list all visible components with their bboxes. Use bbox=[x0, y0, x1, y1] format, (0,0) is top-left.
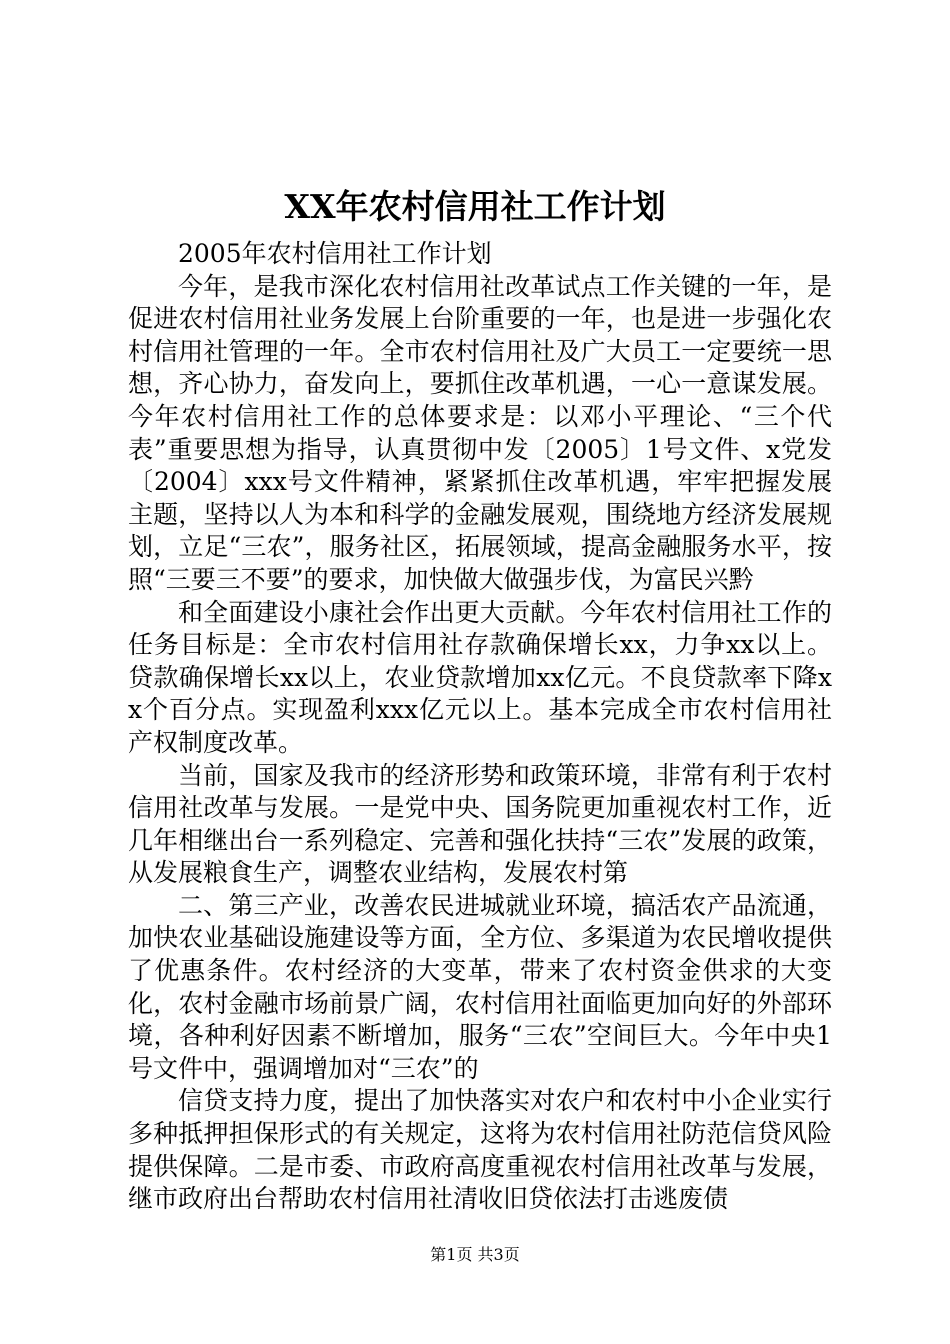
paragraph: 今年，是我市深化农村信用社改革试点工作关键的一年，是促进农村信用社业务发展上台阶重要的一年，也是进一步强化农村信用社管理的一年。全市农村信用社及广大员工一定要统一思想，齐心协力，奋发向上，要抓住改革机遇，一心一意谋发展。今年农村信用社工作的总体要求是：以邓小平理论、“三个代表”重要思想为指导，认真贯彻中发〔2005〕1号文件、x党发〔2004〕xxx号文件精神，紧紧抓住改革机遇，牢牢把握发展主题，坚持以人为本和科学的金融发展观，围绕地方经济发展规划，立足“三农”，服务社区，拓展领域，提高金融服务水平，按照“三要三不要”的要求，加快做大做强步伐，为富民兴黔 bbox=[128, 271, 832, 594]
page-number-footer: 第1页 共3页 bbox=[430, 1245, 520, 1264]
paragraph: 信贷支持力度，提出了加快落实对农户和农村中小企业实行多种抵押担保形式的有关规定，这将为农村信用社防范信贷风险提供保障。二是市委、市政府高度重视农村信用社改革与发展，继市政府出台帮助农村信用社清收旧贷依法打击逃废债 bbox=[128, 1086, 832, 1214]
paragraph: 当前，国家及我市的经济形势和政策环境，非常有利于农村信用社改革与发展。一是党中央、国务院更加重视农村工作，近几年相继出台一系列稳定、完善和强化扶持“三农”发展的政策，从发展粮食生产，调整农业结构，发展农村第 bbox=[128, 760, 832, 888]
document-title: XX年农村信用社工作计划 bbox=[284, 187, 666, 226]
paragraph: 二、第三产业，改善农民进城就业环境，搞活农产品流通，加快农业基础设施建设等方面，全方位、多渠道为农民增收提供了优惠条件。农村经济的大变革，带来了农村资金供求的大变化，农村金融市场前景广阔，农村信用社面临更加向好的外部环境，各种利好因素不断增加，服务“三农”空间巨大。今年中央1号文件中，强调增加对“三农”的 bbox=[128, 890, 832, 1083]
paragraph-subtitle: 2005年农村信用社工作计划 bbox=[178, 239, 492, 268]
paragraph: 和全面建设小康社会作出更大贡献。今年农村信用社工作的任务目标是：全市农村信用社存款确保增长xx，力争xx以上。贷款确保增长xx以上，农业贷款增加xx亿元。不良贷款率下降xx个百分点。实现盈利xxx亿元以上。基本完成全市农村信用社产权制度改革。 bbox=[128, 597, 832, 757]
document-body bbox=[128, 238, 832, 1216]
